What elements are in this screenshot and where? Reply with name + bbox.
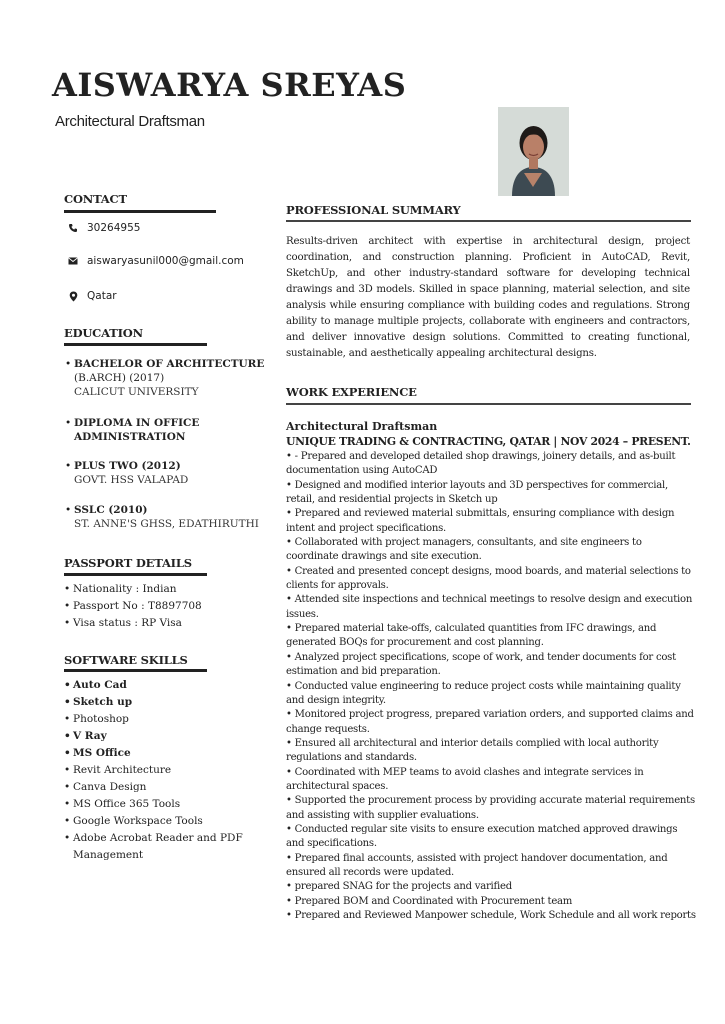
software-list	[64, 677, 243, 864]
degree-line: SSLC (2010)	[74, 504, 148, 516]
duty-item: • prepared SNAG for the projects and varified	[286, 881, 512, 893]
education-heading: EDUCATION	[64, 326, 143, 340]
duty-item: • Conducted value engineering to reduce project costs while maintaining quality and design integrity.	[286, 680, 681, 706]
degree-line: ADMINISTRATION	[74, 431, 186, 443]
location-pin-icon	[66, 290, 80, 302]
list-item: • Adobe Acrobat Reader and PDF	[64, 832, 243, 844]
list-item: • MS Office 365 Tools	[64, 798, 181, 810]
contact-phone	[66, 222, 140, 234]
phone-icon	[66, 222, 80, 234]
education-divider	[64, 343, 207, 346]
work-heading: WORK EXPERIENCE	[286, 385, 417, 399]
degree-line: (B.ARCH) (2017)	[74, 372, 165, 384]
list-item: • V Ray	[64, 730, 107, 742]
degree-line: PLUS TWO (2012)	[74, 460, 181, 472]
contact-email	[66, 255, 244, 267]
education-item: • PLUS TWO (2012) GOVT. HSS VALAPAD	[65, 460, 189, 486]
education-item: • BACHELOR OF ARCHITECTURE (B.ARCH) (2017) CALICUT UNIVERSITY	[65, 358, 265, 398]
duty-item: • Analyzed project specifications, scope of work, and tender documents for cost estimation and bid preparation.	[286, 651, 676, 678]
passport-list	[64, 581, 202, 632]
work-divider	[286, 403, 691, 405]
summary-heading: PROFESSIONAL SUMMARY	[286, 203, 461, 217]
duty-item: • Ensured all architectural and interior details complied with local authority regulations and standards.	[286, 737, 659, 764]
list-item: • Passport No : T8897708	[64, 600, 202, 612]
summary-divider	[286, 220, 691, 222]
duty-item: • Prepared and reviewed material submittals, ensuring compliance with design intent and project specifications.	[286, 508, 675, 534]
degree-line: DIPLOMA IN OFFICE	[74, 417, 200, 429]
contact-divider	[64, 210, 216, 213]
duty-item: • Coordinated with MEP teams to avoid clashes and integrate services in architectural spaces.	[286, 766, 644, 792]
duty-item: • Collaborated with project managers, consultants, and site engineers to coordinate drawings and site execution.	[286, 537, 642, 563]
institution: GOVT. HSS VALAPAD	[74, 474, 189, 486]
duty-item: • Prepared BOM and Coordinated with Procurement team	[286, 895, 573, 907]
passport-heading: PASSPORT DETAILS	[64, 556, 192, 570]
passport-divider	[64, 573, 207, 576]
duty-item: • Prepared final accounts, assisted with project handover documentation, and ensured all records were updated.	[286, 852, 668, 878]
institution: CALICUT UNIVERSITY	[74, 386, 199, 398]
profile-photo	[498, 107, 569, 196]
list-item: • Canva Design	[64, 781, 147, 793]
duty-item: • Supported the procurement process by providing accurate material requirements and assisting with supplier evaluations.	[286, 795, 695, 821]
duty-item: • Prepared material take-offs, calculated quantities from IFC drawings, and generated BOQs for procurement and cost planning.	[286, 623, 657, 649]
summary-text: Results-driven architect with expertise in architectural design, project coordination, and construction planning. Proficient in AutoCAD, Revit, SketchUp, and other industry-standard software for developing technical drawings and 3D models. Skilled in space planning, material selection, and site analysis while ensuring compliance with building codes and regulations. Strong ability to manage multiple projects, collaborate with engineers and contractors, and deliver innovative design solutions. Committed to creating functional, sustainable, and aesthetically appealing architectural designs.	[286, 236, 690, 359]
list-item: • Sketch up	[64, 696, 133, 708]
candidate-name: AISWARYA SREYAS	[52, 66, 407, 104]
duty-item: • Designed and modified interior layouts and 3D perspectives for commercial, retail, and residential projects in Sketch up	[286, 479, 668, 506]
job-company: UNIQUE TRADING & CONTRACTING, QATAR | NOV 2024 – PRESENT.	[286, 435, 691, 448]
contact-heading: CONTACT	[64, 192, 127, 206]
contact-location	[66, 290, 117, 302]
duties-list	[286, 450, 696, 923]
email-address[interactable]: aiswaryasunil000@gmail.com	[87, 255, 244, 267]
education-item: • SSLC (2010) ST. ANNE'S GHSS, EDATHIRUTHI	[65, 504, 259, 530]
duty-item: • - Prepared and developed detailed shop drawings, joinery details, and as-built documentation using AutoCAD	[286, 451, 676, 477]
degree-line: BACHELOR OF ARCHITECTURE	[74, 358, 265, 370]
duty-item: • Monitored project progress, prepared variation orders, and supported claims and change requests.	[286, 709, 694, 735]
candidate-title: Architectural Draftsman	[55, 113, 205, 130]
phone-number[interactable]: 30264955	[87, 222, 141, 234]
list-item: • Visa status : RP Visa	[64, 617, 182, 629]
duty-item: • Conducted regular site visits to ensure execution matched approved drawings and specifications.	[286, 823, 678, 850]
institution: ST. ANNE'S GHSS, EDATHIRUTHI	[74, 518, 259, 530]
email-icon	[66, 255, 80, 267]
duty-item: • Attended site inspections and technical meetings to resolve design and execution issues.	[286, 594, 693, 620]
list-item: • Nationality : Indian	[64, 583, 177, 595]
list-item: • Revit Architecture	[64, 764, 172, 776]
list-item: • Photoshop	[64, 713, 129, 725]
list-item: Management	[73, 849, 144, 861]
location-text: Qatar	[87, 290, 117, 302]
software-divider	[64, 669, 207, 672]
duty-item: • Prepared and Reviewed Manpower schedule, Work Schedule and all work reports	[286, 910, 696, 921]
list-item: • MS Office	[64, 747, 131, 759]
list-item: • Google Workspace Tools	[64, 815, 203, 827]
job-title: Architectural Draftsman	[286, 420, 438, 433]
education-item: • DIPLOMA IN OFFICE ADMINISTRATION	[65, 417, 200, 443]
software-heading: SOFTWARE SKILLS	[64, 653, 188, 667]
list-item: • Auto Cad	[64, 679, 127, 691]
duty-item: • Created and presented concept designs, mood boards, and material selections to clients for approvals.	[286, 565, 691, 592]
